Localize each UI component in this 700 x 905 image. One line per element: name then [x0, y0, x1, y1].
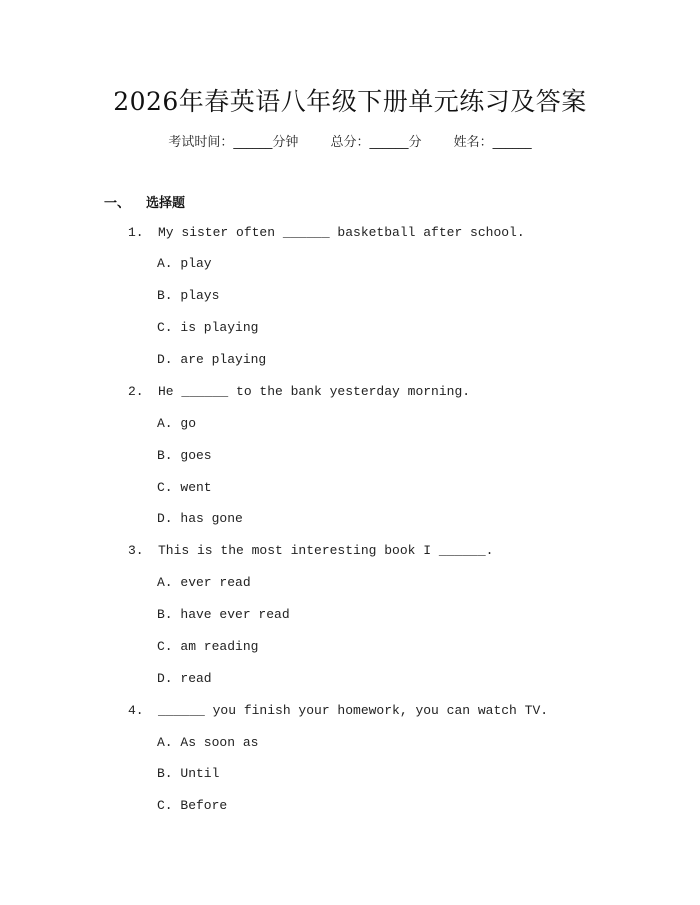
- question-4: [128, 703, 548, 718]
- question-number: 4.: [128, 703, 144, 718]
- option: C. Before: [157, 798, 228, 813]
- exam-score: 总分：______分: [330, 135, 422, 150]
- option: B. Until: [157, 766, 220, 781]
- question-number: 3.: [128, 543, 144, 558]
- option: A. play: [157, 256, 212, 271]
- option: B. goes: [157, 448, 212, 463]
- question-1: [128, 225, 525, 240]
- section-number: 一、: [104, 196, 131, 211]
- question-text: This is the most interesting book I ______.: [158, 543, 494, 558]
- question-text: He ______ to the bank yesterday morning.: [158, 384, 471, 399]
- page-title: 2026年春英语八年级下册单元练习及答案: [113, 87, 587, 116]
- question-number: 1.: [128, 225, 144, 240]
- option: A. ever read: [157, 575, 251, 590]
- question-2: [128, 384, 470, 399]
- question-text: My sister often ______ basketball after school.: [158, 225, 525, 240]
- section-title: 选择题: [146, 196, 186, 211]
- option: B. have ever read: [157, 607, 290, 622]
- option: B. plays: [157, 288, 220, 303]
- section-heading: [104, 192, 185, 211]
- question-3: [128, 543, 493, 558]
- option: D. read: [157, 671, 212, 686]
- question-text: ______ you finish your homework, you can watch TV.: [158, 703, 549, 718]
- option: A. As soon as: [157, 735, 259, 750]
- option: C. am reading: [157, 639, 259, 654]
- option: D. has gone: [157, 511, 243, 526]
- student-name: 姓名：______: [453, 135, 532, 150]
- question-number: 2.: [128, 384, 144, 399]
- option: D. are playing: [157, 352, 267, 367]
- exam-info: [0, 131, 700, 150]
- option: C. went: [157, 480, 212, 495]
- exam-time: 考试时间：______分钟: [168, 135, 299, 150]
- option: C. is playing: [157, 320, 259, 335]
- option: A. go: [157, 416, 197, 431]
